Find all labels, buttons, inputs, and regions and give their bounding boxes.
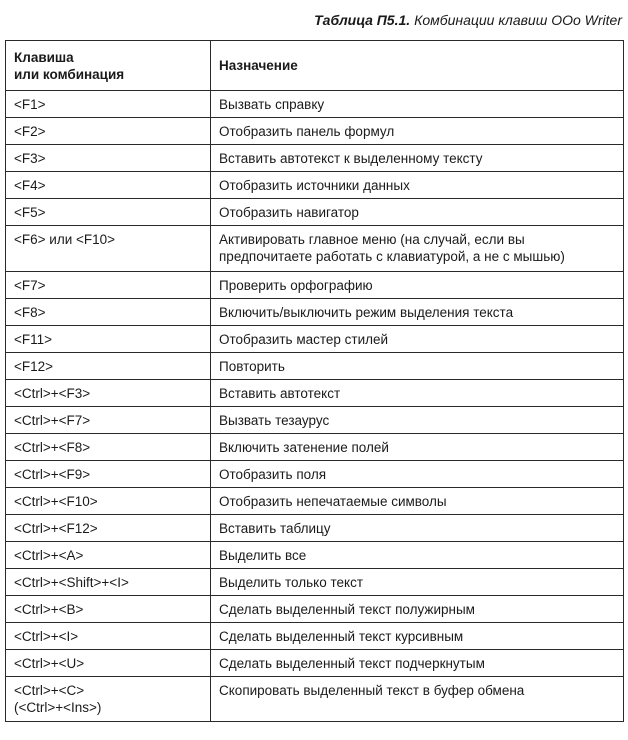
- table-row: [6, 272, 624, 299]
- purpose-text: Сделать выделенный текст курсивным: [219, 629, 464, 644]
- purpose-text: Проверить орфографию: [219, 278, 373, 293]
- purpose-cell: [211, 226, 624, 272]
- purpose-cell: [211, 569, 624, 596]
- purpose-text: Вставить автотекст: [219, 386, 341, 401]
- purpose-cell: [211, 596, 624, 623]
- table-row: [6, 650, 624, 677]
- purpose-cell: [211, 118, 624, 145]
- table-row: [6, 91, 624, 118]
- purpose-text: Отобразить поля: [219, 467, 327, 482]
- table-row: [6, 118, 624, 145]
- key-cell: [6, 596, 211, 623]
- key-cell: [6, 515, 211, 542]
- key-text: <Ctrl>+<F12>: [14, 521, 98, 536]
- purpose-cell: [211, 488, 624, 515]
- table-row: [6, 407, 624, 434]
- caption-text: Комбинации клавиш OOo Writer: [414, 12, 622, 28]
- purpose-text: Включить/выключить режим выделения текста: [219, 305, 514, 320]
- key-text: <Ctrl>+<B>: [14, 602, 84, 617]
- purpose-text: Включить затенение полей: [219, 440, 389, 455]
- purpose-text: Вызвать справку: [219, 97, 325, 112]
- purpose-text: Сделать выделенный текст подчеркнутым: [219, 656, 485, 671]
- key-text: <Ctrl>+<U>: [14, 656, 85, 671]
- table-row: [6, 199, 624, 226]
- purpose-text: Отобразить непечатаемые символы: [219, 494, 447, 509]
- header-key: [6, 41, 211, 91]
- key-cell: [6, 272, 211, 299]
- purpose-cell: [211, 623, 624, 650]
- key-cell: [6, 199, 211, 226]
- purpose-cell: [211, 542, 624, 569]
- purpose-cell: [211, 380, 624, 407]
- header-purpose: [211, 41, 624, 91]
- key-cell: [6, 623, 211, 650]
- purpose-cell: [211, 326, 624, 353]
- purpose-text: Активировать главное меню (на случай, если вы предпочитаете работать с клавиатурой, а не с мышью): [219, 232, 565, 264]
- key-text: <F8>: [14, 305, 46, 320]
- purpose-cell: [211, 434, 624, 461]
- table-row: [6, 542, 624, 569]
- key-text: <Ctrl>+<F3>: [14, 386, 91, 401]
- purpose-cell: [211, 677, 624, 722]
- table-row: [6, 623, 624, 650]
- table-row: [6, 299, 624, 326]
- purpose-text: Выделить только текст: [219, 575, 364, 590]
- caption-number: Таблица П5.1.: [314, 12, 411, 28]
- table-row: [6, 353, 624, 380]
- key-text: <F1>: [14, 97, 46, 112]
- purpose-cell: [211, 461, 624, 488]
- purpose-cell: [211, 272, 624, 299]
- purpose-cell: [211, 91, 624, 118]
- key-text: <Ctrl>+<F9>: [14, 467, 91, 482]
- key-text: <F7>: [14, 278, 46, 293]
- key-cell: [6, 326, 211, 353]
- purpose-text: Вызвать тезаурус: [219, 413, 330, 428]
- purpose-text: Вставить автотекст к выделенному тексту: [219, 151, 483, 166]
- purpose-text: Скопировать выделенный текст в буфер обмена: [219, 683, 525, 698]
- key-cell: [6, 380, 211, 407]
- header-key-label: Клавиша или комбинация: [14, 50, 125, 82]
- key-text: <Ctrl>+<A>: [14, 548, 84, 563]
- table-row: [6, 515, 624, 542]
- key-text: <F4>: [14, 178, 46, 193]
- key-text: <Ctrl>+<C> (<Ctrl>+<Ins>): [14, 683, 102, 715]
- key-cell: [6, 118, 211, 145]
- purpose-text: Отобразить мастер стилей: [219, 332, 389, 347]
- key-text: <F3>: [14, 151, 46, 166]
- shortcuts-table: [5, 40, 624, 722]
- key-cell: [6, 407, 211, 434]
- table-row: [6, 461, 624, 488]
- key-text: <F11>: [14, 332, 53, 347]
- purpose-cell: [211, 199, 624, 226]
- key-cell: [6, 650, 211, 677]
- key-text: <F6> или <F10>: [14, 232, 116, 247]
- purpose-text: Сделать выделенный текст полужирным: [219, 602, 475, 617]
- key-text: <Ctrl>+<I>: [14, 629, 79, 644]
- table-row: [6, 677, 624, 722]
- table-row: [6, 326, 624, 353]
- purpose-cell: [211, 145, 624, 172]
- purpose-cell: [211, 650, 624, 677]
- table-header-row: [6, 41, 624, 91]
- table-row: [6, 380, 624, 407]
- key-text: <Ctrl>+<F10>: [14, 494, 98, 509]
- key-cell: [6, 299, 211, 326]
- key-text: <F12>: [14, 359, 54, 374]
- key-text: <Ctrl>+<Shift>+<I>: [14, 575, 129, 590]
- table-caption: [314, 12, 622, 28]
- key-cell: [6, 172, 211, 199]
- key-cell: [6, 145, 211, 172]
- key-cell: [6, 488, 211, 515]
- table-row: [6, 488, 624, 515]
- purpose-cell: [211, 407, 624, 434]
- key-text: <Ctrl>+<F7>: [14, 413, 91, 428]
- purpose-text: Повторить: [219, 359, 285, 374]
- key-cell: [6, 226, 211, 272]
- purpose-text: Отобразить панель формул: [219, 124, 395, 139]
- key-cell: [6, 91, 211, 118]
- header-purpose-label: Назначение: [219, 58, 298, 73]
- key-cell: [6, 569, 211, 596]
- key-text: <F2>: [14, 124, 46, 139]
- purpose-text: Отобразить источники данных: [219, 178, 410, 193]
- key-text: <Ctrl>+<F8>: [14, 440, 91, 455]
- table-row: [6, 434, 624, 461]
- table-row: [6, 596, 624, 623]
- purpose-cell: [211, 353, 624, 380]
- purpose-cell: [211, 172, 624, 199]
- table-row: [6, 226, 624, 272]
- table-row: [6, 172, 624, 199]
- purpose-cell: [211, 299, 624, 326]
- key-cell: [6, 542, 211, 569]
- purpose-text: Вставить таблицу: [219, 521, 331, 536]
- key-cell: [6, 461, 211, 488]
- key-cell: [6, 677, 211, 722]
- key-cell: [6, 353, 211, 380]
- key-text: <F5>: [14, 205, 46, 220]
- purpose-text: Выделить все: [219, 548, 307, 563]
- key-cell: [6, 434, 211, 461]
- purpose-text: Отобразить навигатор: [219, 205, 359, 220]
- purpose-cell: [211, 515, 624, 542]
- table-row: [6, 145, 624, 172]
- table-row: [6, 569, 624, 596]
